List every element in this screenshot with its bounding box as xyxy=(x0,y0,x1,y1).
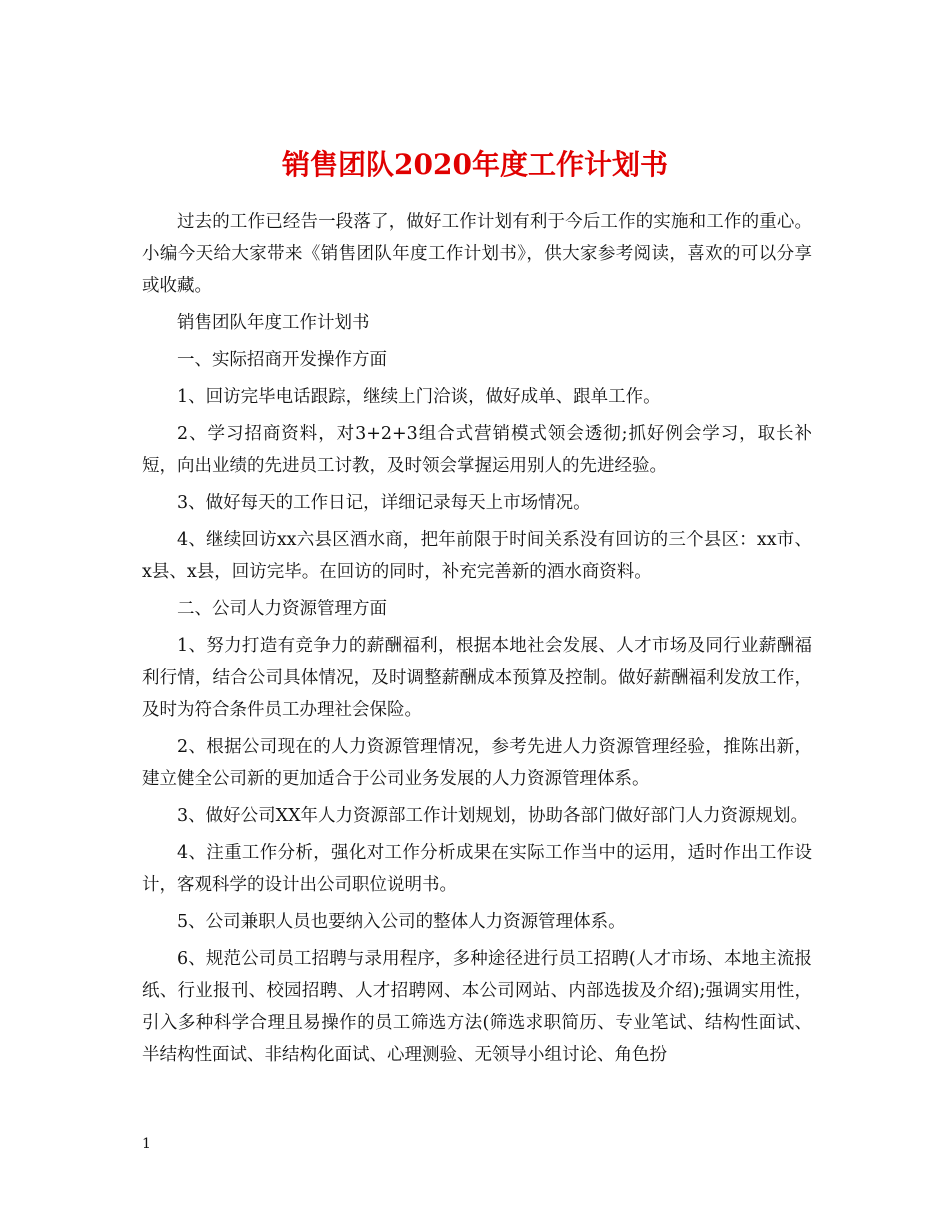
paragraph-item: 4、注重工作分析，强化对工作分析成果在实际工作当中的运用，适时作出工作设计，客观科学的设计出公司职位说明书。 xyxy=(142,843,812,895)
paragraph-item: 1、努力打造有竞争力的薪酬福利，根据本地社会发展、人才市场及同行业薪酬福利行情，结合公司具体情况，及时调整薪酬成本预算及控制。做好薪酬福利发放工作，及时为符合条件员工办理社会保险。 xyxy=(142,636,812,720)
paragraph-item: 5、公司兼职人员也要纳入公司的整体人力资源管理体系。 xyxy=(177,912,626,932)
paragraph-item: 3、做好每天的工作日记，详细记录每天上市场情况。 xyxy=(177,493,591,513)
paragraph-item: 3、做好公司XX年人力资源部工作计划规划，协助各部门做好部门人力资源规划。 xyxy=(177,806,809,826)
section-heading-1: 一、实际招商开发操作方面 xyxy=(177,350,387,370)
document-title: 销售团队2020年度工作计划书 xyxy=(282,147,668,181)
paragraph-item: 1、回访完毕电话跟踪，继续上门洽谈，做好成单、跟单工作。 xyxy=(177,387,661,407)
paragraph-item: 2、根据公司现在的人力资源管理情况，参考先进人力资源管理经验，推陈出新，建立健全公司新的更加适合于公司业务发展的人力资源管理体系。 xyxy=(142,737,812,789)
paragraph-item: 6、规范公司员工招聘与录用程序，多种途径进行员工招聘(人才市场、本地主流报纸、行业报刊、校园招聘、人才招聘网、本公司网站、内部选拔及介绍);强调实用性，引入多种科学合理且易操作的员工筛选方法(筛选求职简历、专业笔试、结构性面试、半结构性面试、非结构化面试、心理测验、无领导小组讨论、角色扮 xyxy=(142,949,812,1065)
paragraph-intro: 过去的工作已经告一段落了，做好工作计划有利于今后工作的实施和工作的重心。小编今天给大家带来《销售团队年度工作计划书》，供大家参考阅读，喜欢的可以分享或收藏。 xyxy=(142,212,812,296)
section-heading-2: 二、公司人力资源管理方面 xyxy=(177,599,387,619)
paragraph-item: 2、学习招商资料，对3+2+3组合式营销模式领会透彻;抓好例会学习，取长补短，向出业绩的先进员工讨教，及时领会掌握运用别人的先进经验。 xyxy=(142,424,812,476)
paragraph-item: 4、继续回访xx六县区酒水商，把年前限于时间关系没有回访的三个县区：xx市、x县、x县，回访完毕。在回访的同时，补充完善新的酒水商资料。 xyxy=(142,530,812,582)
document-body xyxy=(142,206,812,1076)
page-number: 1 xyxy=(142,1136,151,1152)
paragraph-subtitle: 销售团队年度工作计划书 xyxy=(177,313,370,333)
